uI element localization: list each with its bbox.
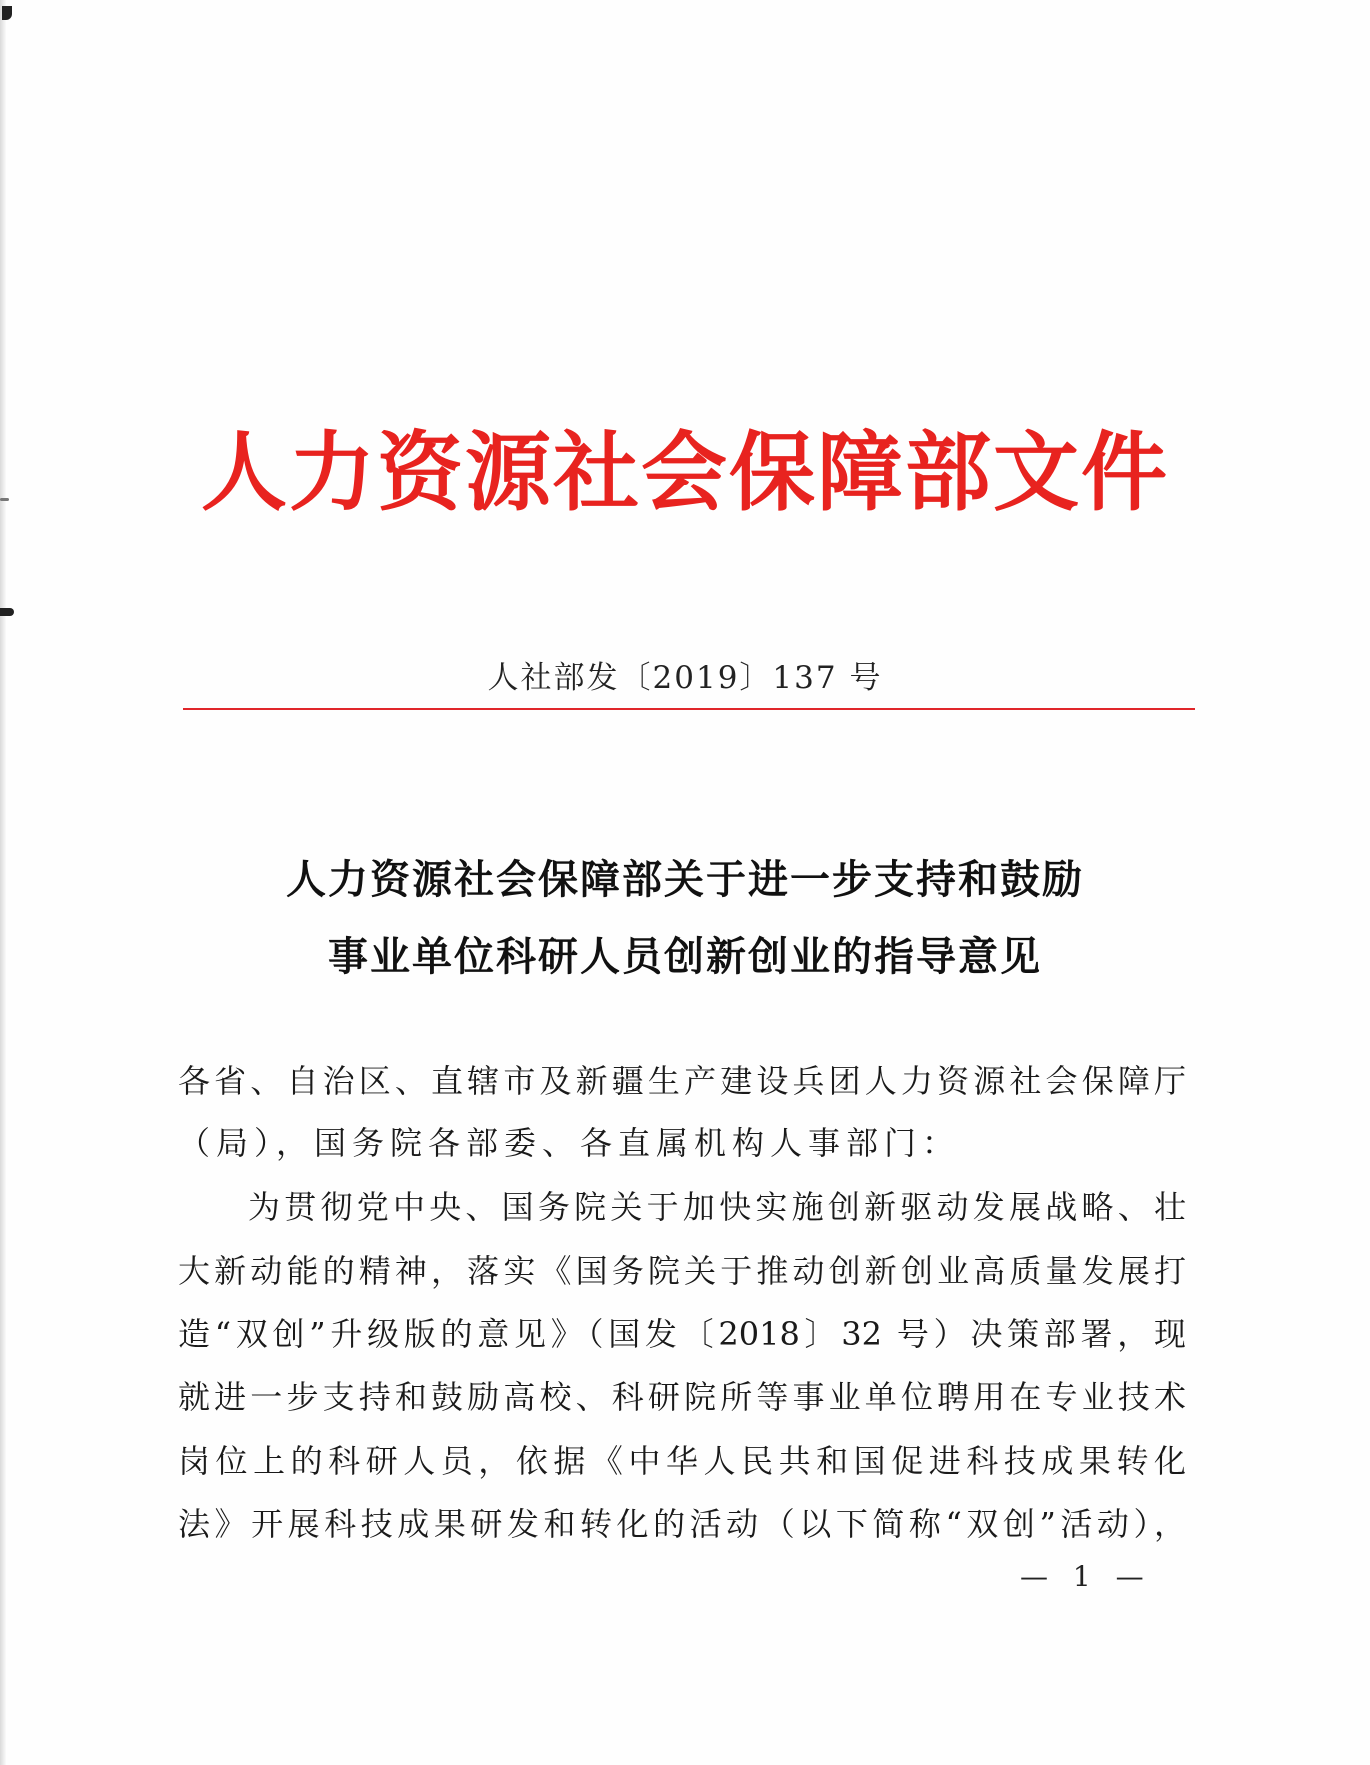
body-line: （局），国务院各部委、各直属机构人事部门： [178,1124,961,1162]
body-line: 为贯彻党中央、国务院关于加快实施创新驱动发展战略、壮 [248,1188,1186,1226]
body-line: 造“双创”升级版的意见》（国发〔2018〕32 号）决策部署，现 [178,1315,1186,1353]
scan-edge [0,0,6,1765]
document-number: 人社部发〔2019〕137 号 [487,660,883,696]
issuer-header-title: 人力资源社会保障部文件 [201,422,1169,523]
body-line: 法》开展科技成果研发和转化的活动（以下简称“双创”活动）， [178,1505,1186,1543]
document-title-line-2: 事业单位科研人员创新创业的指导意见 [328,933,1042,980]
scan-artifact [2,6,12,20]
page-number: — 1 — [1020,1560,1152,1593]
body-line: 岗位上的科研人员，依据《中华人民共和国促进科技成果转化 [178,1442,1186,1480]
body-line: 大新动能的精神，落实《国务院关于推动创新创业高质量发展打 [178,1252,1186,1290]
scan-artifact [0,498,9,501]
body-line: 就进一步支持和鼓励高校、科研院所等事业单位聘用在专业技术 [178,1378,1186,1416]
scan-artifact [0,608,14,616]
body-line: 各省、自治区、直辖市及新疆生产建设兵团人力资源社会保障厅 [178,1062,1186,1100]
header-red-rule [183,708,1195,710]
document-title-line-1: 人力资源社会保障部关于进一步支持和鼓励 [286,856,1084,903]
